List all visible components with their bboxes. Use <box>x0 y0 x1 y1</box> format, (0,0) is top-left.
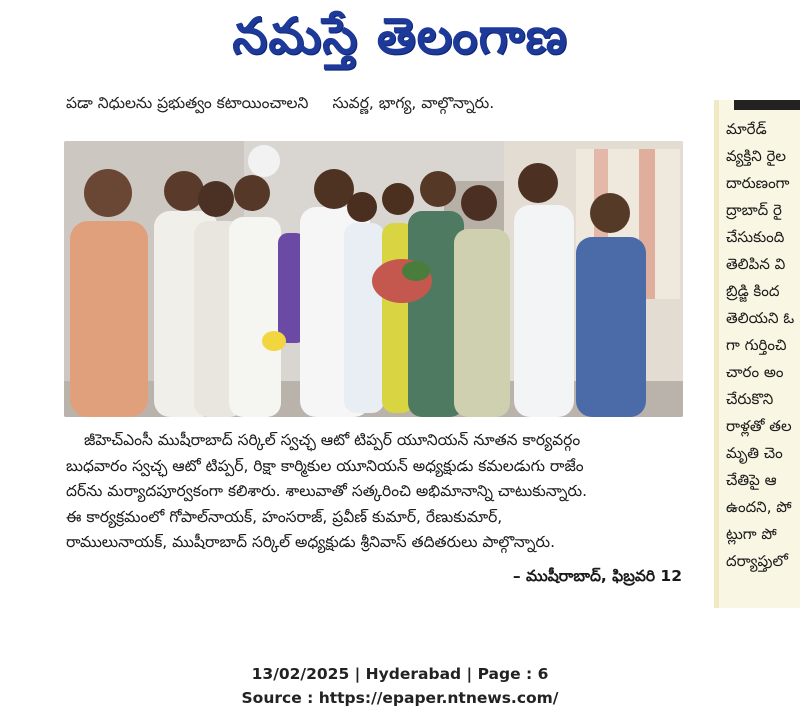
side-line: బ్రిడ్జి కింద <box>726 282 780 300</box>
top-text-line <box>66 94 706 116</box>
column-divider <box>714 100 719 608</box>
side-line: చేతిపై ఆ <box>726 471 777 489</box>
side-line: గా గుర్తించి <box>726 336 787 354</box>
news-photo <box>64 141 683 417</box>
side-line: తెలియని ఓ <box>726 309 795 327</box>
top-line-right: సువర్ణ, భాగ్య, వాల్గొన్నారు. <box>332 94 495 112</box>
side-line: రాళ్లతో తల <box>726 417 792 435</box>
adjacent-article-column <box>714 100 800 608</box>
side-line: ఉందని, పో <box>726 498 792 516</box>
side-line: దర్యాప్తులో <box>726 552 788 570</box>
page-footer <box>0 662 800 710</box>
side-line: మృతి చెం <box>726 444 783 462</box>
caption-line: ఈ కార్యక్రమంలో గోపాల్‌నాయక్, హంసరాజ్, ప్రవీణ్ కుమార్, రేణుకుమార్, <box>66 507 503 526</box>
side-line: వ్యక్తిని రైల <box>726 147 787 165</box>
side-line: చారం అం <box>726 363 784 381</box>
caption-line: జీహెచ్‌ఎంసీ ముషీరాబాద్ సర్కిల్ స్వచ్ఛ ఆటో టిప్పర్ యూనియన్ నూతన కార్యవర్గం <box>84 431 581 449</box>
adjacent-headline-strip <box>734 100 800 110</box>
side-line: చేరుకొని <box>726 390 774 408</box>
dateline: – ముషీరాబాద్, ఫిబ్రవరి 12 <box>512 567 682 585</box>
caption-line: రాములునాయక్, ముషీరాబాద్ సర్కిల్ అధ్యక్షుడు శ్రీనివాస్ తదితరులు పాల్గొన్నారు. <box>66 533 556 551</box>
side-line: దారుణంగా <box>726 174 790 192</box>
side-line: చేసుకుంది <box>726 228 785 246</box>
footer-date-line: 13/02/2025 | Hyderabad | Page : 6 <box>251 665 549 683</box>
side-line: మారేడ్ <box>726 120 767 138</box>
photo-caption <box>66 428 686 556</box>
masthead-title: నమస్తే తెలంగాణ <box>232 6 568 65</box>
side-line: తెలిపిన వి <box>726 255 786 273</box>
caption-line: దర్‌ను మర్యాదపూర్వకంగా కలిశారు. శాలువాతో సత్కరించి అభిమానాన్ని చాటుకున్నారు. <box>66 482 588 500</box>
side-line: ట్లుగా పో <box>726 525 777 543</box>
caption-line: బుధవారం స్వచ్ఛ ఆటో టిప్పర్, రిక్షా కార్మికుల యూనియన్ అధ్యక్షుడు కమలడుగు రాజేం <box>66 456 584 475</box>
top-line-left: పడా నిధులను ప్రభుత్వం కటాయించాలని <box>66 94 309 112</box>
footer-source-line: Source : https://epaper.ntnews.com/ <box>241 689 559 707</box>
side-line: ద్రాబాద్ రై <box>726 201 782 219</box>
